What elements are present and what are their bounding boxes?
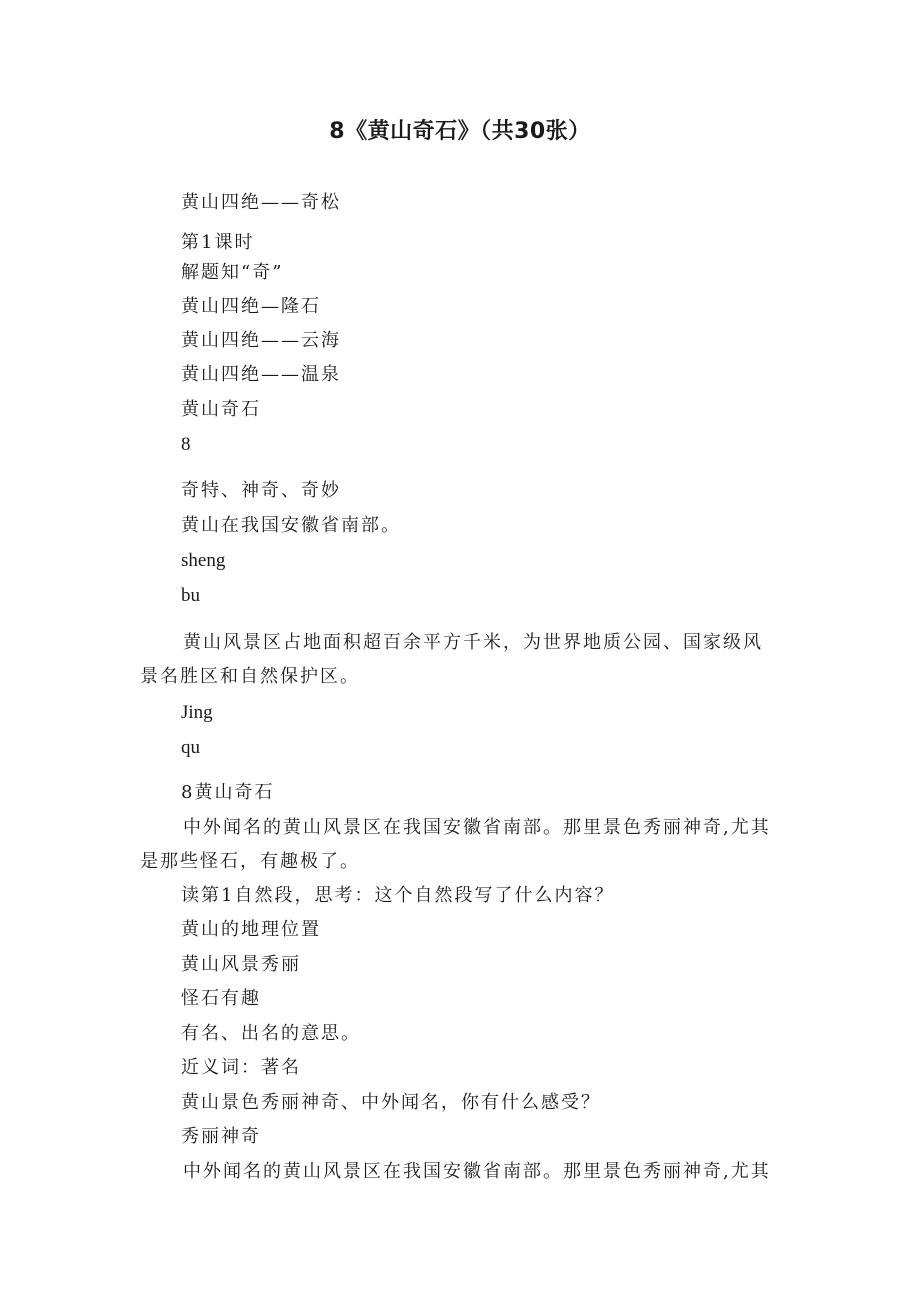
text-line: 读第1自然段，思考：这个自然段写了什么内容？ [181, 885, 615, 906]
text-line: 黄山四绝——云海 [181, 330, 341, 351]
text-line: 黄山在我国安徽省南部。 [181, 515, 401, 536]
text-line: 黄山景色秀丽神奇、中外闻名，你有什么感受？ [181, 1092, 601, 1113]
text-line: 怪石有趣 [181, 988, 261, 1009]
text-line: 有名、出名的意思。 [181, 1023, 361, 1044]
text-line: Jing [181, 702, 213, 723]
text-line: 景名胜区和自然保护区。 [140, 666, 360, 687]
text-line: sheng [181, 550, 226, 571]
text-line: 解题知“奇” [181, 262, 284, 283]
text-line: 黄山风景区占地面积超百余平方千米，为世界地质公园、国家级风 [183, 632, 763, 653]
text-line: qu [181, 737, 200, 758]
text-line: 黄山风景秀丽 [181, 954, 301, 975]
text-line: bu [181, 585, 200, 606]
text-line: 黄山奇石 [181, 399, 261, 420]
text-line: 黄山四绝——温泉 [181, 364, 341, 385]
text-line: 黄山四绝—隆石 [181, 296, 321, 317]
text-line: 8 [181, 434, 191, 455]
text-line: 中外闻名的黄山风景区在我国安徽省南部。那里景色秀丽神奇,尤其 [183, 1161, 771, 1182]
text-line: 是那些怪石，有趣极了。 [140, 851, 360, 872]
text-line: 奇特、神奇、奇妙 [181, 480, 341, 501]
text-line: 中外闻名的黄山风景区在我国安徽省南部。那里景色秀丽神奇,尤其 [183, 817, 771, 838]
text-line: 近义词：著名 [181, 1057, 301, 1078]
text-line: 8黄山奇石 [181, 782, 275, 803]
text-line: 第1课时 [181, 232, 255, 253]
page-title: 8《黄山奇石》（共30张） [329, 119, 591, 144]
text-line: 黄山的地理位置 [181, 919, 321, 940]
text-line: 秀丽神奇 [181, 1126, 261, 1147]
text-line: 黄山四绝——奇松 [181, 192, 341, 213]
